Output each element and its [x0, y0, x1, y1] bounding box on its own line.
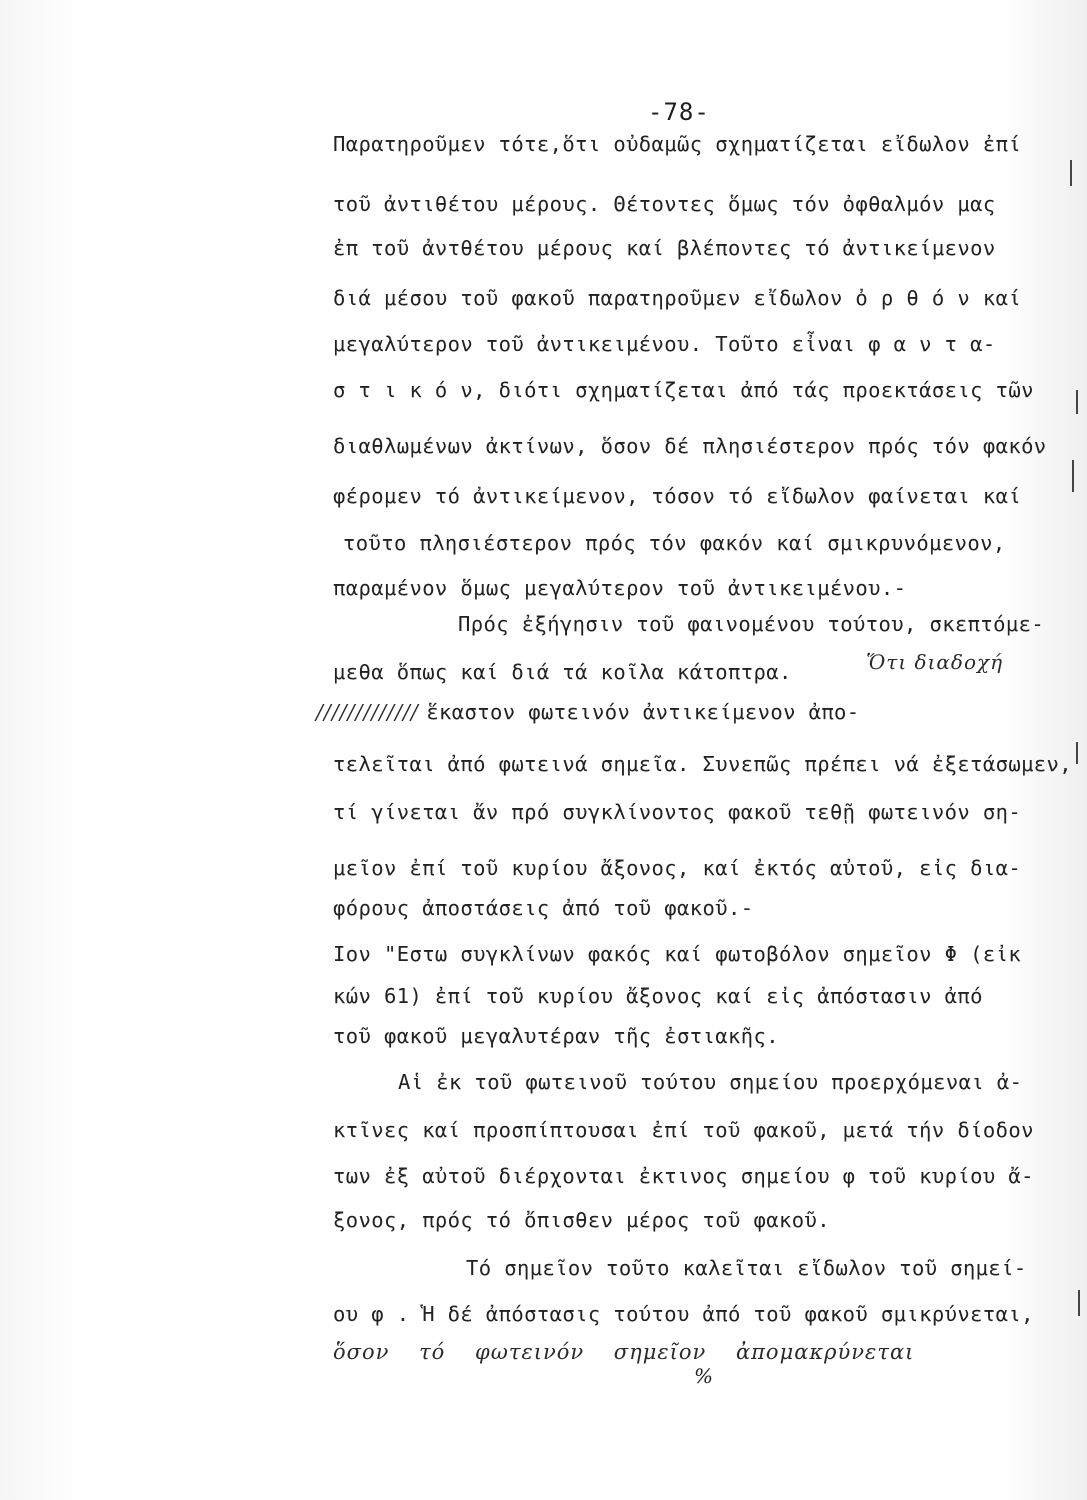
- handwritten-percent: %: [694, 1364, 714, 1388]
- text-line: ἕκαστον φωτεινόν ἀντικείμενον ἀπο-: [426, 700, 860, 724]
- text-line: διαθλωμένων ἀκτίνων, ὅσον δέ πλησιέστερον πρός τόν φακόν: [333, 434, 1047, 458]
- text-line: τί γίνεται ἄν πρό συγκλίνοντος φακοῦ τεθῇ φωτεινόν ση-: [333, 800, 1022, 824]
- text-line: Τό σημεῖον τοῦτο καλεῖται εἴδωλον τοῦ σημεί-: [466, 1256, 1027, 1280]
- text-line: ξονος, πρός τό ὄπισθεν μέρος τοῦ φακοῦ.: [333, 1208, 830, 1232]
- text-line: διά μέσου τοῦ φακοῦ παρατηροῦμεν εἴδωλον ὀ ρ θ ό ν καί: [333, 286, 1022, 310]
- margin-mark: [1076, 742, 1078, 764]
- handwritten-note: ὅσον τό φωτεινόν σημεῖον ἀπομακρύνεται: [333, 1340, 915, 1364]
- margin-mark: [1078, 1290, 1080, 1316]
- text-line: κών 61) ἐπί τοῦ κυρίου ἄξονος καί εἰς ἀπόστασιν ἀπό: [333, 984, 983, 1008]
- text-line: τοῦ ἀντιθέτου μέρους. Θέτοντες ὅμως τόν ὀφθαλμόν μας: [333, 192, 996, 216]
- text-line: φόρους ἀποστάσεις ἀπό τοῦ φακοῦ.-: [333, 896, 754, 920]
- text-line: τοῦ φακοῦ μεγαλυτέραν τῆς ἐστιακῆς.: [333, 1024, 779, 1048]
- text-line-with-strike: [316, 700, 860, 724]
- text-line: τελεῖται ἀπό φωτεινά σημεῖα. Συνεπῶς πρέπει νά ἐξετάσωμεν,: [333, 752, 1073, 776]
- text-line: Παρατηροῦμεν τότε,ὅτι οὐδαμῶς σχηματίζεται εἴδωλον ἐπί: [333, 132, 1022, 156]
- handwritten-strike: /////////////: [316, 700, 427, 724]
- text-line: ου φ . Ἡ δέ ἀπόστασις τούτου ἀπό τοῦ φακοῦ σμικρύνεται,: [333, 1302, 1034, 1326]
- text-line: μεγαλύτερον τοῦ ἀντικειμένου. Τοῦτο εἶναι φ α ν τ α-: [333, 332, 996, 356]
- margin-mark: [1070, 160, 1072, 186]
- text-line: Αἱ ἐκ τοῦ φωτεινοῦ τούτου σημείου προερχόμεναι ἀ-: [398, 1070, 1023, 1094]
- text-line: μεῖον ἐπί τοῦ κυρίου ἄξονος, καί ἐκτός αὐτοῦ, εἰς δια-: [333, 856, 1022, 880]
- text-line: φέρομεν τό ἀντικείμενον, τόσον τό εἴδωλον φαίνεται καί: [333, 484, 1022, 508]
- text-line: σ τ ι κ ό ν, διότι σχηματίζεται ἀπό τάς προεκτάσεις τῶν: [333, 378, 1034, 402]
- handwritten-note: Ὅτι διαδοχή: [866, 650, 1004, 674]
- page-number: -78-: [648, 98, 710, 126]
- margin-mark: [1076, 390, 1078, 414]
- text-line: τοῦτο πλησιέστερον πρός τόν φακόν καί σμικρυνόμενον,: [343, 531, 1006, 555]
- text-line: των ἐξ αὐτοῦ διέρχονται ἐκτινος σημείου φ τοῦ κυρίου ἄ-: [333, 1164, 1034, 1188]
- text-line: μεθα ὅπως καί διά τά κοῖλα κάτοπτρα.: [333, 660, 792, 684]
- text-line: Ιον "Εστω συγκλίνων φακός καί φωτοβόλον σημεῖον Φ (εἰκ: [333, 942, 1022, 966]
- text-line: παραμένον ὅμως μεγαλύτερον τοῦ ἀντικειμένου.-: [333, 576, 907, 600]
- text-line: κτῖνες καί προσπίπτουσαι ἐπί τοῦ φακοῦ, μετά τήν δίοδον: [333, 1118, 1034, 1142]
- text-line: Πρός ἐξήγησιν τοῦ φαινομένου τούτου, σκεπτόμε-: [458, 612, 1045, 636]
- margin-mark: [1072, 460, 1074, 492]
- text-line: ἐπ τοῦ ἀντθέτου μέρους καί βλέποντες τό ἀντικείμενον: [333, 236, 996, 260]
